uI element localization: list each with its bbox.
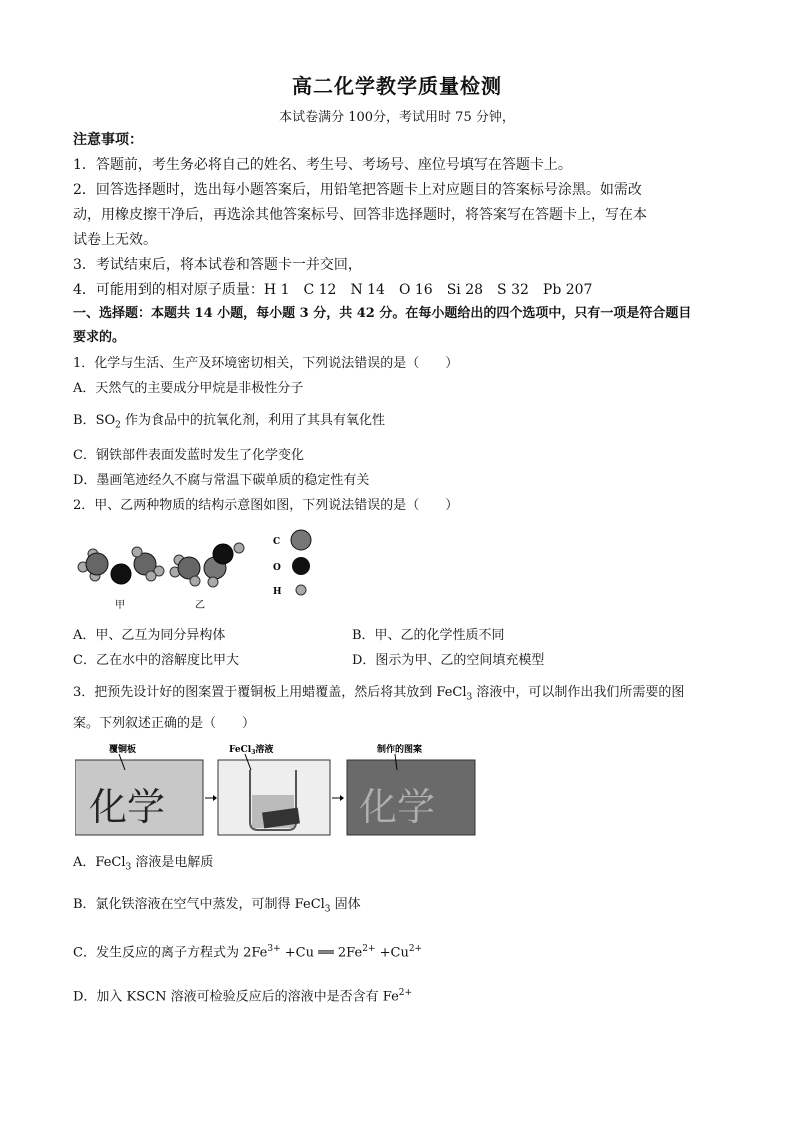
q3-stem-line-1 [73, 683, 684, 708]
q1-option-b-text: 作为食品中的抗氧化剂，利用了其具有氧化性 [120, 413, 386, 428]
q3-option-b [73, 895, 361, 920]
so2-formula: SO [95, 413, 116, 428]
q3-option-b-post: 固体 [330, 897, 361, 912]
q3-option-c-pre: C．发生反应的离子方程式为 2Fe [73, 945, 268, 961]
q3-option-c-sup-1: 3+ [267, 944, 281, 954]
panel-2-label-pre: FeCl [229, 745, 252, 755]
panel-2-label [229, 743, 273, 756]
fecl3-subscript: 3 [466, 692, 473, 703]
legend-c-ball [291, 530, 311, 550]
q1-option-c: C．钢铁部件表面发蓝时发生了化学变化 [73, 448, 304, 463]
molecule-yi [170, 543, 244, 587]
section-1-heading-cont: 要求的。 [73, 330, 126, 345]
label-jia: 甲 [115, 600, 125, 611]
q3-option-a-post: 溶液是电解质 [131, 855, 214, 870]
panel-2-label-post: 溶液 [255, 745, 274, 755]
q1-stem: 1．化学与生活、生产及环境密切相关，下列说法错误的是（ ） [73, 356, 459, 371]
q2-option-d: D．图示为甲、乙的空间填充模型 [352, 653, 545, 668]
notice-item-4: 4．可能用到的相对原子质量：H 1 C 12 N 14 O 16 Si 28 S 32 Pb 207 [73, 282, 593, 298]
q3-option-c [73, 939, 422, 963]
q3-option-a [73, 853, 213, 878]
q2-stem: 2．甲、乙两种物质的结构示意图如图，下列说法错误的是（ ） [73, 498, 459, 513]
q2-option-a: A．甲、乙互为同分异构体 [73, 628, 226, 643]
etching-process-figure [75, 740, 477, 838]
panel-1-label: 覆铜板 [109, 745, 137, 755]
notice-heading: 注意事项： [73, 132, 143, 148]
panel-3-characters: 化学 [359, 787, 436, 829]
q1-option-b-label: B． [73, 413, 96, 428]
q3-option-c-mid-2: +Cu [375, 945, 409, 961]
legend-h-label: H [273, 587, 282, 597]
legend-o-label: O [273, 563, 281, 573]
q1-option-a: A．天然气的主要成分甲烷是非极性分子 [73, 381, 304, 396]
molecule-jia [78, 547, 164, 584]
molecule-figure [73, 524, 328, 616]
label-yi: 乙 [195, 600, 205, 611]
notice-item-3: 3．考试结束后，将本试卷和答题卡一并交回， [73, 257, 362, 273]
q3-option-c-mid-1: +Cu ══ 2Fe [280, 945, 363, 961]
exam-info: 本试卷满分 100分，考试用时 75 分钟， [279, 110, 515, 125]
q1-option-d: D．墨画笔迹经久不腐与常温下碳单质的稳定性有关 [73, 473, 370, 488]
page-title: 高二化学教学质量检测 [292, 74, 502, 98]
notice-item-2-line-2: 动，用橡皮擦干净后，再选涂其他答案标号、回答非选择题时，将答案写在答题卡上，写在本 [73, 207, 647, 223]
q3-stem-post: 溶液中，可以制作出我们所需要的图 [472, 685, 685, 700]
panel-2-label-sub: 3 [251, 749, 256, 756]
q3-option-a-pre: A．FeCl [73, 855, 126, 870]
q3-option-c-sup-2: 2+ [362, 944, 376, 954]
legend-h-ball [296, 585, 306, 595]
q3-option-b-pre: B．氯化铁溶液在空气中蒸发，可制得 FeCl [73, 897, 325, 912]
q3-option-a-sub: 3 [125, 862, 132, 873]
q3-stem-pre: 3．把预先设计好的图案置于覆铜板上用蜡覆盖，然后将其放到 FeCl [73, 685, 467, 700]
legend-c-label: C [273, 537, 281, 547]
notice-item-1: 1．答题前，考生务必将自己的姓名、考生号、考场号、座位号填写在答题卡上。 [73, 157, 572, 173]
q3-option-d-pre: D．加入 KSCN 溶液可检验反应后的溶液中是否含有 Fe [73, 989, 399, 1005]
legend-o-ball [292, 557, 310, 575]
panel-3-label: 制作的图案 [377, 745, 423, 755]
notice-item-2-line-1: 2．回答选择题时，选出每小题答案后，用铅笔把答题卡上对应题目的答案标号涂黑。如需改 [73, 182, 642, 198]
q1-option-b [73, 411, 385, 436]
notice-item-2-line-3: 试卷上无效。 [73, 232, 157, 248]
q2-option-b: B．甲、乙的化学性质不同 [352, 628, 505, 643]
q2-option-c: C．乙在水中的溶解度比甲大 [73, 653, 239, 668]
panel-1-characters: 化学 [89, 787, 166, 829]
so2-subscript: 2 [115, 420, 121, 431]
q3-option-c-sup-3: 2+ [408, 944, 423, 954]
q3-option-d [73, 983, 412, 1007]
q3-option-b-sub: 3 [324, 904, 331, 915]
q3-option-d-sup: 2+ [398, 988, 413, 998]
section-1-heading: 一、选择题：本题共 14 小题，每小题 3 分，共 42 分。在每小题给出的四个选项中，只有一项是符合题目 [73, 306, 692, 321]
q3-stem-line-2: 案。下列叙述正确的是（ ） [73, 716, 256, 731]
